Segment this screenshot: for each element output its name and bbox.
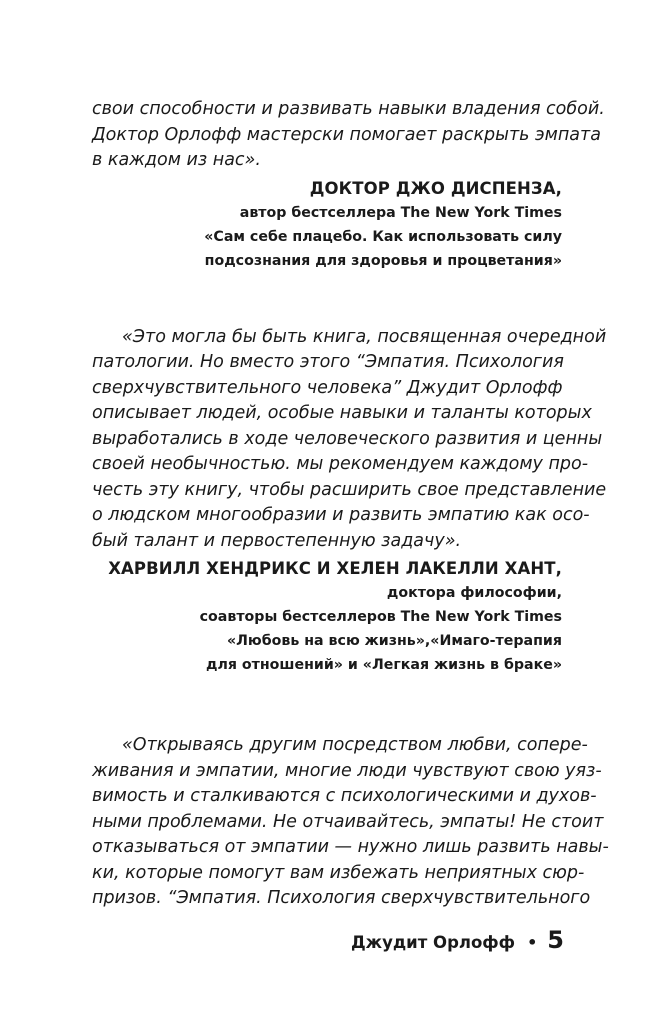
attribution (92, 557, 562, 677)
quote-block-1 (92, 97, 605, 273)
running-head: Джудит Орлофф (350, 933, 516, 952)
quote-line: бый талант и первостепенную задачу». (92, 530, 462, 551)
quote-line: честь эту книгу, чтобы расширить свое представление (92, 479, 607, 500)
quote-line: живания и эмпатии, многие люди чувствуют свою уяз- (92, 760, 602, 781)
author-description: подсознания для здоровья и процветания» (204, 252, 562, 269)
quote-line: выработались в ходе человеческого развития и ценны (92, 428, 603, 449)
quote-line: вимость и сталкиваются с психологическими и духов- (92, 786, 597, 806)
page-footer (351, 926, 564, 954)
quote-line: описывает людей, особые навыки и таланты которых (92, 403, 592, 423)
quote-line: призов. “Эмпатия. Психология сверхчувствительного (92, 888, 591, 908)
quote-line: в каждом из нас». (92, 150, 261, 170)
attribution (92, 177, 562, 273)
quote-block-2 (92, 325, 607, 678)
bullet-separator: • (527, 933, 538, 952)
quote-line: «Это могла бы быть книга, посвященная очередной (122, 326, 607, 347)
author-name: ХАРВИЛЛ ХЕНДРИКС И ХЕЛЕН ЛАКЕЛЛИ ХАНТ, (108, 559, 562, 578)
book-page (92, 97, 609, 912)
quote-line: своей необычностью. мы рекомендуем каждому про- (92, 454, 589, 474)
quote-line: ными проблемами. Не отчаивайтесь, эмпаты! Не стоит (92, 811, 604, 832)
author-description: автор бестселлера The New York Times (239, 204, 562, 221)
quote-line: Доктор Орлофф мастерски помогает раскрыть эмпата (92, 124, 601, 145)
quote-line: патологии. Но вместо этого “Эмпатия. Психология (92, 352, 564, 372)
page-number: 5 (547, 926, 564, 954)
author-description: для отношений» и «Легкая жизнь в браке» (206, 657, 562, 673)
author-description: «Сам себе плацебо. Как использовать силу (204, 228, 562, 245)
quote-line: свои способности и развивать навыки владения собой. (92, 99, 605, 119)
author-description: соавторы бестселлеров The New York Times (199, 609, 562, 625)
author-description: доктора философии, (386, 585, 562, 601)
quote-line: сверхчувствительного человека” Джудит Орлофф (92, 377, 563, 398)
author-name: ДОКТОР ДЖО ДИСПЕНЗА, (309, 178, 562, 198)
quote-line: отказываться от эмпатии — нужно лишь развить навы- (92, 837, 609, 857)
quote-line: «Открываясь другим посредством любви, сопере- (122, 735, 588, 755)
quote-block-3 (92, 733, 609, 912)
quote-line: о людском многообразии и развить эмпатию как осо- (92, 505, 590, 525)
quote-line: ки, которые помогут вам избежать неприятных сюр- (92, 862, 585, 883)
author-description: «Любовь на всю жизнь»,«Имаго-терапия (226, 633, 562, 649)
